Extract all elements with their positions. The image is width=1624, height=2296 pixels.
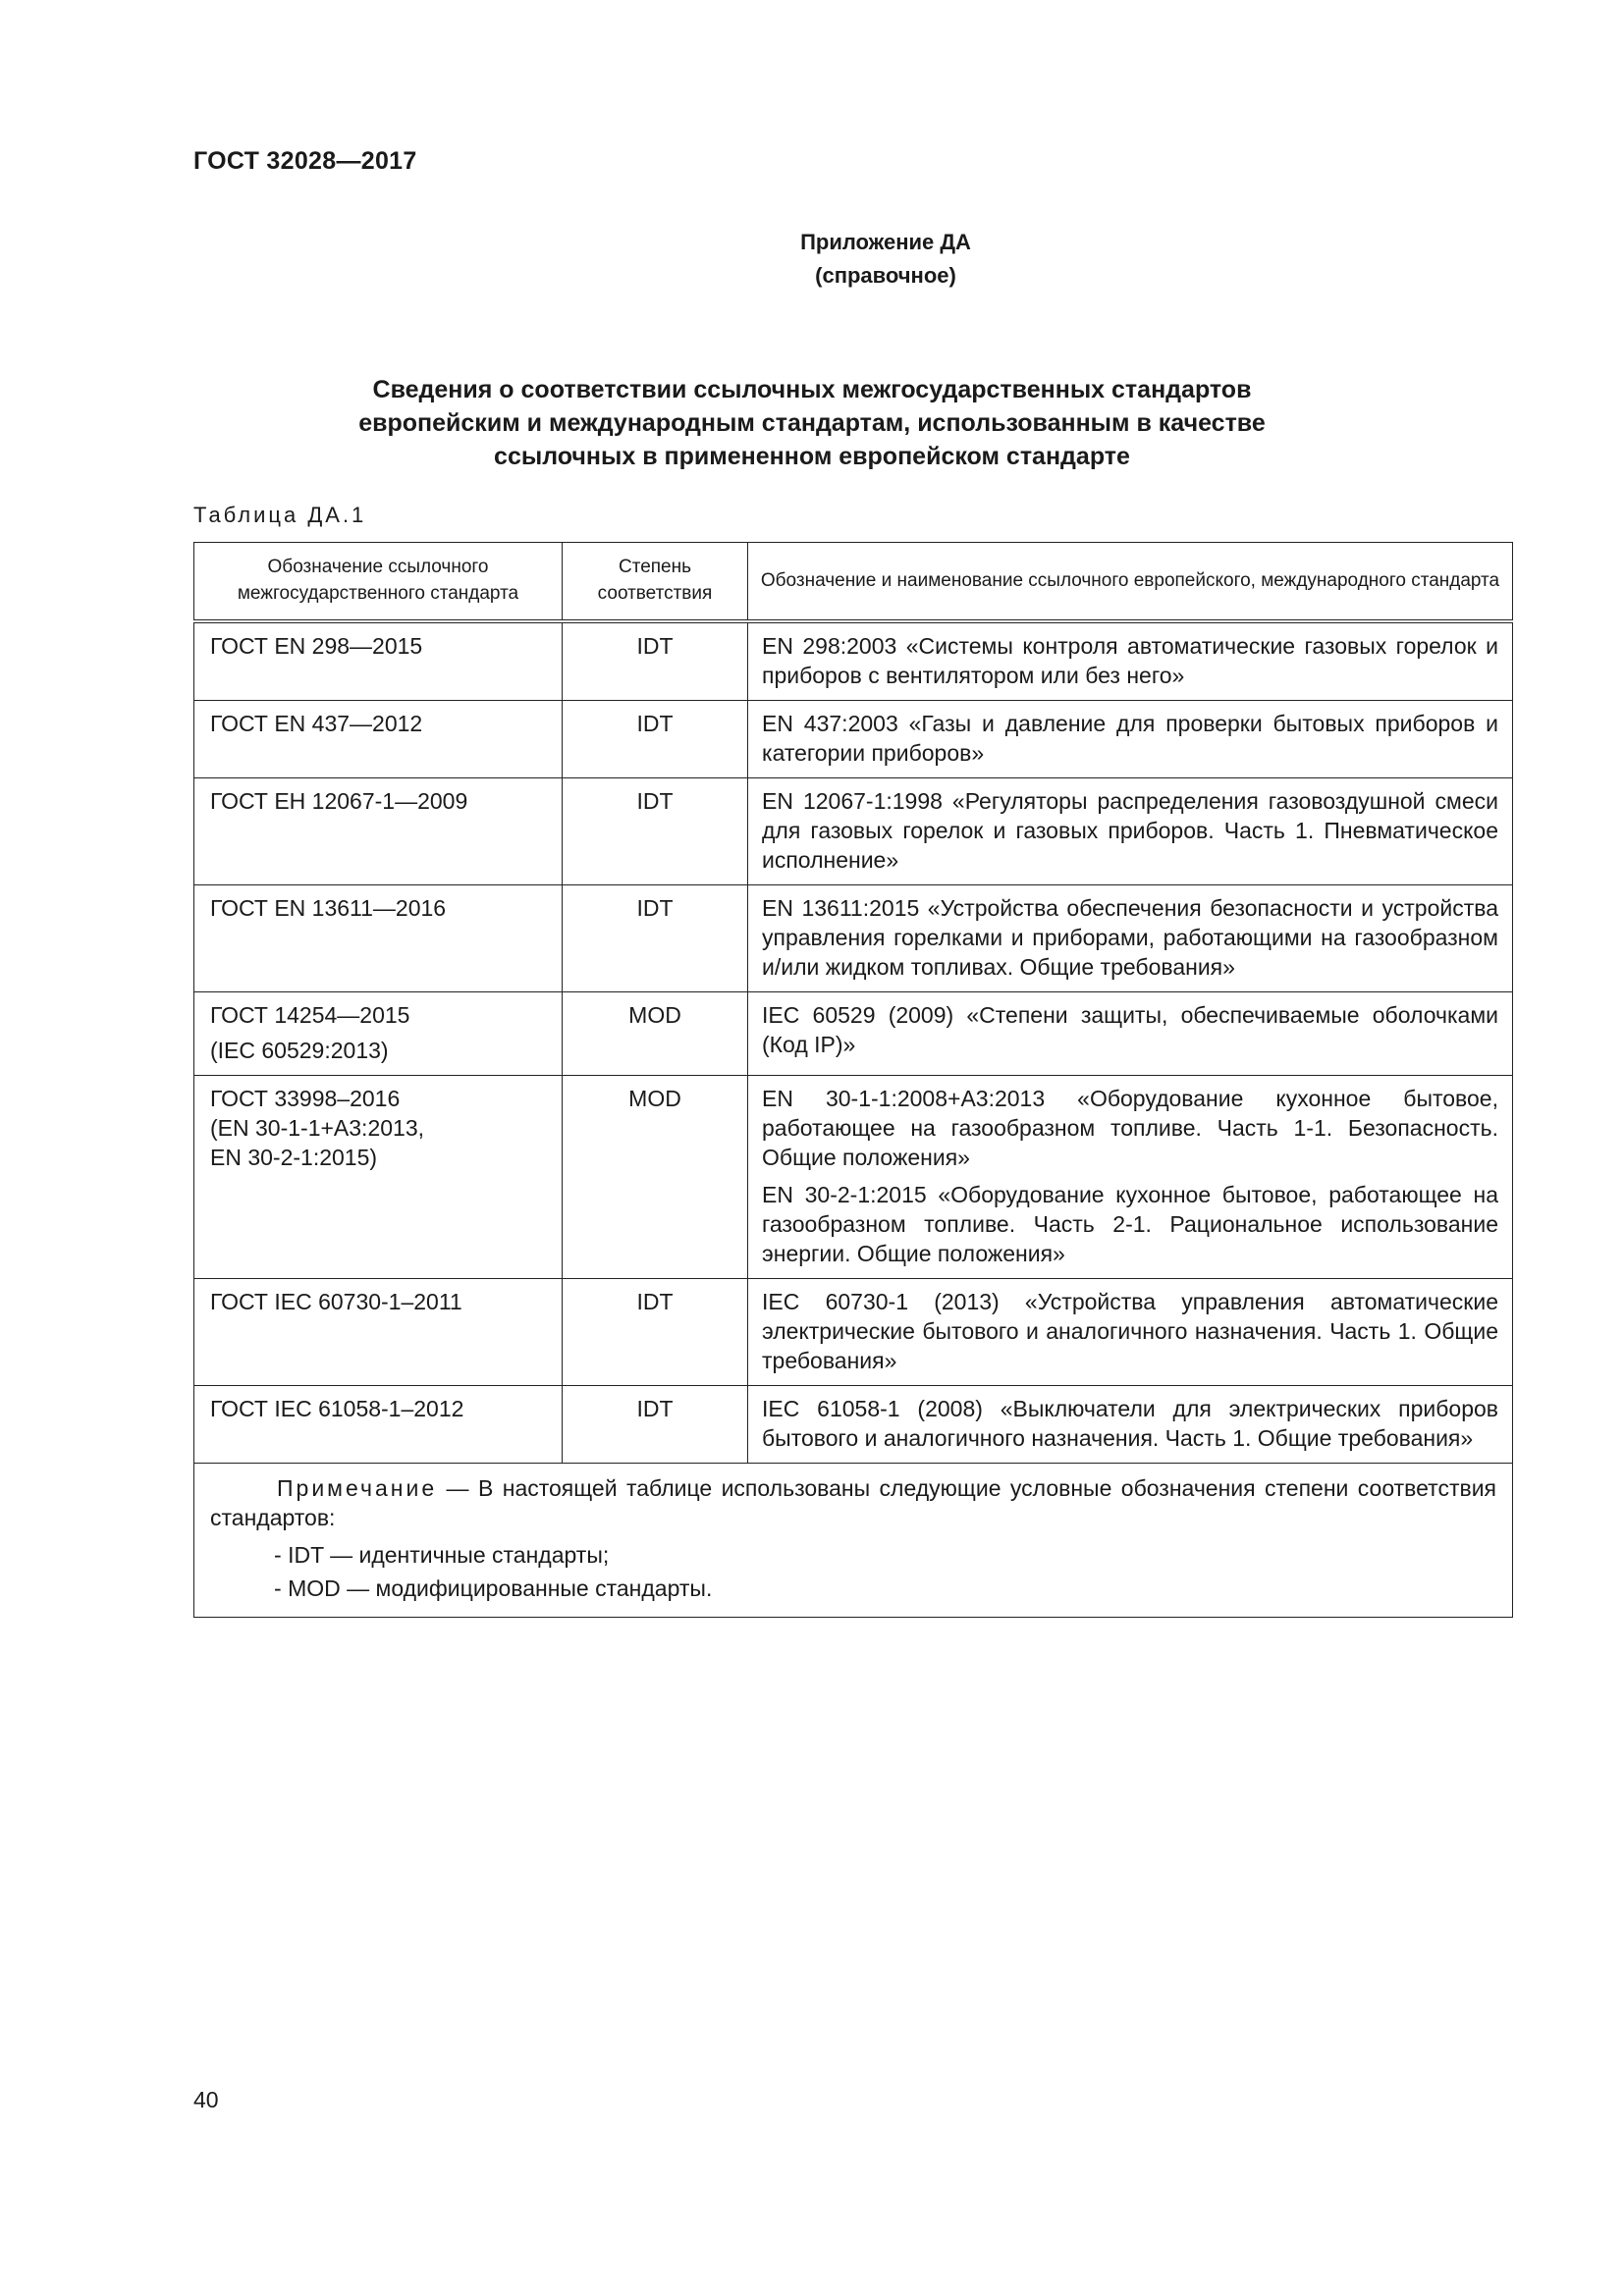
table-row (194, 778, 1513, 885)
note-list-item: - IDT — идентичные стандарты; (274, 1538, 1496, 1572)
designation-cell (194, 992, 563, 1076)
degree-cell: MOD (563, 1076, 748, 1279)
table-row (194, 701, 1513, 778)
note-list (210, 1538, 1496, 1605)
table-row (194, 1386, 1513, 1464)
designation-cell: ГОСТ EH 12067-1—2009 (194, 778, 563, 885)
degree-cell: IDT (563, 778, 748, 885)
degree-cell: IDT (563, 621, 748, 701)
reference-text: EN 30-2-1:2015 «Оборудование кухонное бытовое, работающее на газообразном топливе. Часть 2-1. Рациональное использование энергии. Общие положения» (762, 1182, 1498, 1266)
table-row (194, 992, 1513, 1076)
table-row (194, 1279, 1513, 1386)
reference-cell (748, 701, 1513, 778)
designation-text: ГОСТ 14254—2015 (210, 1002, 410, 1028)
note-body: — В настоящей таблице использованы следующие условные обозначения степени соответствия стандартов: (210, 1475, 1496, 1530)
table-note-row (194, 1464, 1513, 1618)
designation-equivalent: (IEC 60529:2013) (210, 1038, 389, 1063)
degree-cell: IDT (563, 1279, 748, 1386)
standards-table (193, 542, 1513, 1618)
degree-cell: IDT (563, 701, 748, 778)
column-header-designation: Обозначение ссылочного межгосударственного стандарта (194, 543, 563, 622)
table-note (194, 1464, 1513, 1618)
column-header-reference: Обозначение и наименование ссылочного европейского, международного стандарта (748, 543, 1513, 622)
note-text (210, 1473, 1496, 1532)
reference-cell (748, 778, 1513, 885)
column-header-degree: Степень соответствия (563, 543, 748, 622)
reference-cell (748, 992, 1513, 1076)
designation-cell: ГОСТ IEC 61058-1–2012 (194, 1386, 563, 1464)
note-label: Примечание (277, 1475, 438, 1501)
reference-cell (748, 1076, 1513, 1279)
reference-text: IEC 60730-1 (2013) «Устройства управления автоматические электрические бытового и аналогичного назначения. Часть 1. Общие требования» (762, 1289, 1498, 1373)
designation-equivalent: EN 30-2-1:2015) (210, 1145, 378, 1170)
table-row (194, 885, 1513, 992)
reference-text: EN 298:2003 «Системы контроля автоматические газовых горелок и приборов с вентилятором или без него» (762, 633, 1498, 688)
title-line: ссылочных в примененном европейском стандарте (494, 443, 1130, 470)
reference-text: EN 13611:2015 «Устройства обеспечения безопасности и устройства управления горелками и приборами, работающими на газообразном и/или жидком топливах. Общие требования» (762, 895, 1498, 980)
reference-text: IEC 61058-1 (2008) «Выключатели для электрических приборов бытового и аналогичного назначения. Часть 1. Общие требования» (762, 1396, 1498, 1451)
appendix-title: Приложение ДА (800, 230, 971, 254)
title-line: европейским и международным стандартам, использованным в качестве (358, 409, 1266, 437)
appendix-type: (справочное) (815, 263, 956, 288)
table-row (194, 621, 1513, 701)
reference-cell (748, 1386, 1513, 1464)
reference-text: IEC 60529 (2009) «Степени защиты, обеспечиваемые оболочками (Код IP)» (762, 1002, 1498, 1057)
reference-cell (748, 621, 1513, 701)
title-line: Сведения о соответствии ссылочных межгосударственных стандартов (372, 376, 1252, 403)
degree-cell: MOD (563, 992, 748, 1076)
reference-text: EN 437:2003 «Газы и давление для проверки бытовых приборов и категории приборов» (762, 711, 1498, 766)
table-header-row (194, 543, 1513, 622)
designation-cell: ГОСТ EN 437—2012 (194, 701, 563, 778)
document-title (0, 373, 1624, 473)
table-label: Таблица ДА.1 (193, 503, 367, 527)
page-number: 40 (193, 2087, 219, 2112)
reference-cell (748, 885, 1513, 992)
designation-cell: ГОСТ EN 13611—2016 (194, 885, 563, 992)
designation-cell: ГОСТ IEC 60730-1–2011 (194, 1279, 563, 1386)
designation-cell: ГОСТ EN 298—2015 (194, 621, 563, 701)
reference-cell (748, 1279, 1513, 1386)
page-header-standard: ГОСТ 32028—2017 (193, 147, 417, 175)
note-list-item: - MOD — модифицированные стандарты. (274, 1572, 1496, 1605)
degree-cell: IDT (563, 885, 748, 992)
designation-equivalent: (EN 30-1-1+A3:2013, (210, 1115, 424, 1141)
reference-text: EN 12067-1:1998 «Регуляторы распределения газовоздушной смеси для газовых горелок и газовых приборов. Часть 1. Пневматическое исполнение» (762, 788, 1498, 873)
degree-cell: IDT (563, 1386, 748, 1464)
table-row (194, 1076, 1513, 1279)
designation-cell (194, 1076, 563, 1279)
designation-text: ГОСТ 33998–2016 (210, 1086, 401, 1111)
appendix-heading (0, 226, 1624, 293)
reference-text: EN 30-1-1:2008+A3:2013 «Оборудование кухонное бытовое, работающее на газообразном топливе. Часть 1-1. Безопасность. Общие положения» (762, 1086, 1498, 1170)
